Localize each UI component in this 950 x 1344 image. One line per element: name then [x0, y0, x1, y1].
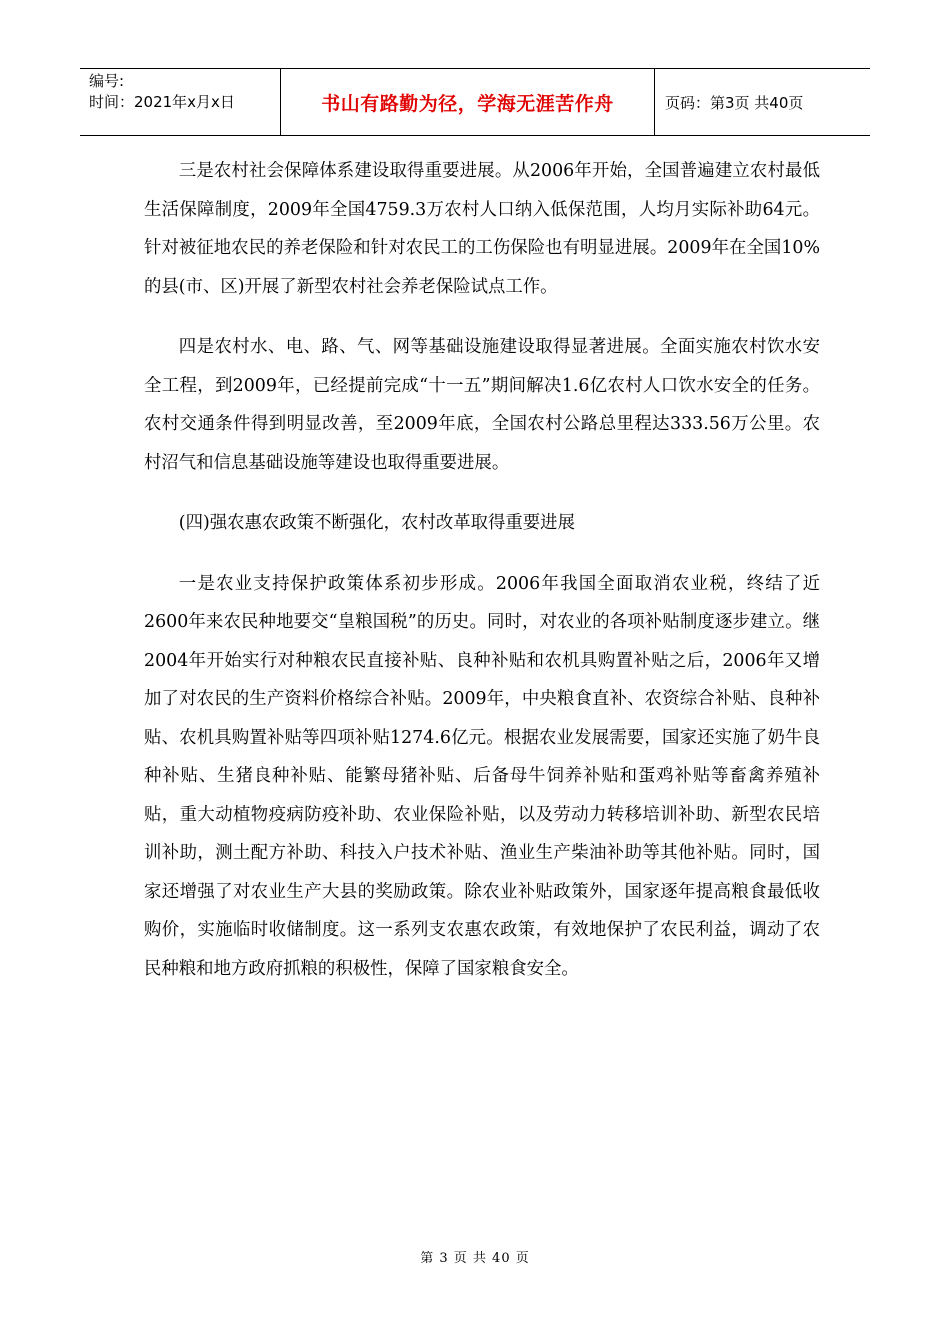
page-footer: 第 3 页 共 40 页: [420, 1251, 530, 1266]
paragraph-infrastructure: 四是农村水、电、路、气、网等基础设施建设取得显著进展。全面实施农村饮水安全工程，到2009年，已经提前完成“十一五”期间解决1.6亿农村人口饮水安全的任务。农村交通条件得到明显改善，至2009年底，全国农村公路总里程达333.56万公里。农村沼气和信息基础设施等建设也取得重要进展。: [144, 337, 820, 473]
paragraph-social-security: 三是农村社会保障体系建设取得重要进展。从2006年开始，全国普遍建立农村最低生活保障制度，2009年全国4759.3万农村人口纳入低保范围，人均月实际补助64元。针对被征地农民的养老保险和针对农民工的工伤保险也有明显进展。2009年在全国10%的县(市、区)开展了新型农村社会养老保险试点工作。: [144, 161, 820, 297]
paragraph-agri-support: 一是农业支持保护政策体系初步形成。2006年我国全面取消农业税，终结了近2600年来农民种地要交“皇粮国税”的历史。同时，对农业的各项补贴制度逐步建立。继2004年开始实行对种粮农民直接补贴、良种补贴和农机具购置补贴之后，2006年又增加了对农民的生产资料价格综合补贴。2009年，中央粮食直补、农资综合补贴、良种补贴、农机具购置补贴等四项补贴1274.6亿元。根据农业发展需要，国家还实施了奶牛良种补贴、生猪良种补贴、能繁母猪补贴、后备母牛饲养补贴和蛋鸡补贴等畜禽养殖补贴，重大动植物疫病防疫补助、农业保险补贴，以及劳动力转移培训补助、新型农民培训补助，测土配方补助、科技入户技术补贴、渔业生产柴油补助等其他补贴。同时，国家还增强了对农业生产大县的奖励政策。除农业补贴政策外，国家逐年提高粮食最低收购价，实施临时收储制度。这一系列支农惠农政策，有效地保护了农民利益，调动了农民种粮和地方政府抓粮的积极性，保障了国家粮食安全。: [144, 573, 820, 979]
header-page-info: 页码：第3页 共40页: [665, 93, 804, 112]
section-heading: (四)强农惠农政策不断强化，农村改革取得重要进展: [178, 513, 575, 533]
document-time-label: 时间：2021年x月x日: [89, 93, 235, 111]
document-body: [144, 152, 820, 988]
header-motto: 书山有路勤为径，学海无涯苦作舟: [281, 69, 655, 135]
header-meta: [80, 69, 281, 135]
page-header-table: [80, 68, 870, 136]
document-number-label: 编号:: [89, 72, 125, 90]
